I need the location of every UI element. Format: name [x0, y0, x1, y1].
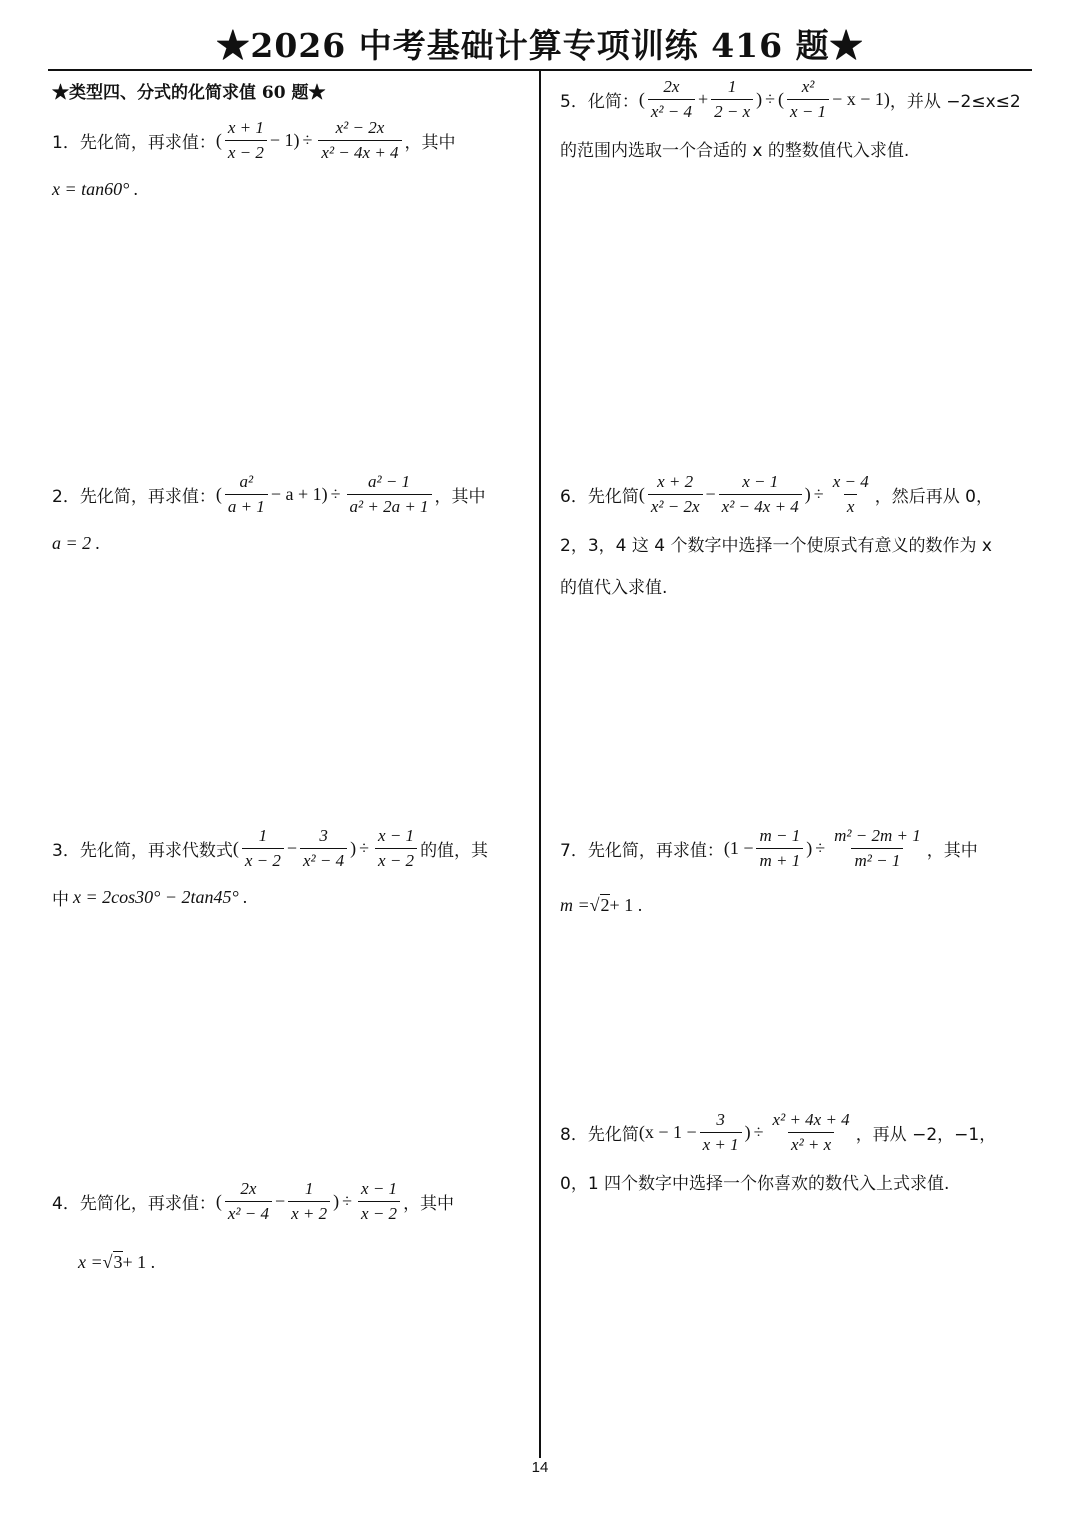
expr-part: − x − 1) — [832, 89, 890, 109]
fraction: $\frac{1}{x + 2}$ — [288, 1179, 330, 1224]
problem-5 — [560, 77, 1021, 164]
condition: x = — [78, 1251, 103, 1272]
problem-tail: ，其中 — [926, 841, 978, 861]
problem-6 — [560, 472, 993, 601]
condition: m = — [560, 894, 590, 915]
problem-text: 2，3，4 这 4 个数字中选择一个使原式有意义的数作为 x — [560, 535, 992, 556]
fraction: $\frac{3}{x + 1}$ — [700, 1110, 742, 1155]
condition-end: + 1 . — [122, 1251, 156, 1272]
fraction: $\frac{x - 1}{x - 2}$ — [375, 826, 417, 871]
fraction: $\frac{\text{a²}}{a + 1}$ — [225, 472, 268, 517]
expr-part: − — [274, 1191, 286, 1211]
problem-tail: ，再从 −2，−1， — [855, 1125, 997, 1145]
divide-sign: ÷ — [765, 89, 776, 109]
expr-part: − — [286, 838, 298, 858]
divide-sign: ÷ — [815, 838, 826, 858]
divide-sign: ÷ — [753, 1122, 764, 1142]
paren: ( — [232, 838, 239, 858]
paren: (x − 1 − — [638, 1122, 697, 1142]
divide-sign: ÷ — [302, 130, 313, 150]
paren: (1 − — [723, 838, 754, 858]
fraction: $\frac{\text{x²}}{x - 1}$ — [787, 77, 829, 122]
divide-sign: ÷ — [342, 1191, 353, 1211]
problem-7 — [560, 826, 978, 921]
problem-label: 1．先化简，再求值： — [52, 133, 216, 153]
problem-tail: ，其中 — [404, 133, 456, 153]
fraction: $\frac{2x}{\text{x² − 4}}$ — [225, 1179, 272, 1224]
divide-sign: ÷ — [813, 484, 824, 504]
problem-2 — [52, 472, 486, 559]
page-number: 14 — [531, 1459, 549, 1476]
problem-label: 5．化简： — [560, 92, 639, 112]
problem-tail: ，并从 −2≤x≤2 — [889, 92, 1021, 112]
paren: ( — [638, 484, 645, 504]
paren: ) — [350, 838, 357, 858]
fraction: $\frac{\text{a² − 1}}{\text{a² + 2a + 1}}$ — [347, 472, 432, 517]
problem-text: 0，1 四个数字中选择一个你喜欢的数代入上式求值. — [560, 1173, 950, 1194]
problem-tail: ，其中 — [434, 487, 486, 507]
expr-part: + — [697, 89, 709, 109]
fraction: $\frac{\text{m² − 2m + 1}}{\text{m² − 1}}$ — [834, 826, 921, 870]
fraction: $\frac{x - 4}{x}$ — [832, 472, 869, 516]
fraction: $\frac{m - 1}{m + 1}$ — [756, 826, 803, 871]
problem-label: 8．先化简 — [560, 1125, 639, 1145]
sqrt-radicand: 2 — [600, 895, 610, 915]
divide-sign: ÷ — [330, 484, 341, 504]
problem-tail: 的值，其 — [420, 841, 489, 861]
paren: ) — [806, 838, 813, 858]
problem-4 — [52, 1179, 454, 1278]
condition: x = tan60° . — [52, 178, 139, 199]
fraction: $\frac{3}{\text{x² − 4}}$ — [300, 826, 347, 871]
problem-1 — [52, 118, 456, 205]
sqrt-sign: √ — [102, 1251, 113, 1272]
paren: ( — [215, 130, 222, 150]
page-title: ★2026 中考基础计算专项训练 416 题★ — [216, 26, 864, 65]
problem-3 — [52, 826, 488, 913]
fraction: $\frac{x + 1}{x - 2}$ — [225, 118, 267, 163]
section-heading: ★类型四、分式的化简求值 60 题★ — [52, 83, 326, 103]
paren: ( — [215, 1191, 222, 1211]
condition: x = 2cos30° − 2tan45° . — [73, 886, 248, 907]
expr-part: − 1) — [269, 130, 300, 150]
paren: ) — [804, 484, 811, 504]
problem-label: 3．先化简，再求代数式 — [52, 841, 233, 861]
expr-part: − a + 1) — [270, 484, 328, 504]
problem-text: 的范围内选取一个合适的 x 的整数值代入求值. — [560, 140, 910, 161]
paren: ( — [638, 89, 645, 109]
problem-label: 7．先化简，再求值： — [560, 841, 724, 861]
sqrt-sign: √ — [589, 894, 600, 915]
column-divider — [539, 71, 541, 1458]
divide-sign: ÷ — [359, 838, 370, 858]
condition-end: + 1 . — [609, 894, 643, 915]
expr-part: − — [705, 484, 716, 504]
problem-text: 的值代入求值. — [560, 577, 668, 598]
paren: ( — [215, 484, 222, 504]
fraction: $\frac{x - 1}{\text{x² − 4x + 4}}$ — [719, 472, 802, 517]
fraction: $\frac{1}{x - 2}$ — [242, 826, 284, 871]
fraction: $\frac{\text{x² − 2x}}{\text{x² − 4x + 4}}$ — [318, 118, 401, 163]
problem-tail: ，然后再从 0， — [874, 487, 993, 507]
fraction: $\frac{1}{2 - x}$ — [711, 77, 753, 122]
condition: a = 2 . — [52, 532, 101, 553]
paren: ( — [778, 89, 785, 109]
fraction: $\frac{2x}{\text{x² − 4}}$ — [648, 77, 695, 122]
fraction: $\frac{\text{x² + 4x + 4}}{\text{x² + x}}$ — [772, 1110, 850, 1154]
problem-label: 4．先简化，再求值： — [52, 1194, 216, 1214]
problem-8 — [560, 1110, 996, 1197]
problem-label: 6．先化简 — [560, 487, 639, 507]
fraction: $\frac{x - 1}{x - 2}$ — [358, 1179, 400, 1224]
paren: ) — [744, 1122, 751, 1142]
problem-tail: ，其中 — [403, 1194, 455, 1214]
paren: ) — [333, 1191, 340, 1211]
condition-prefix: 中 — [52, 889, 69, 910]
fraction: $\frac{x + 2}{\text{x² − 2x}}$ — [648, 472, 703, 517]
problem-label: 2．先化简，再求值： — [52, 487, 216, 507]
paren: ) — [756, 89, 763, 109]
sqrt-radicand: 3 — [113, 1252, 123, 1272]
